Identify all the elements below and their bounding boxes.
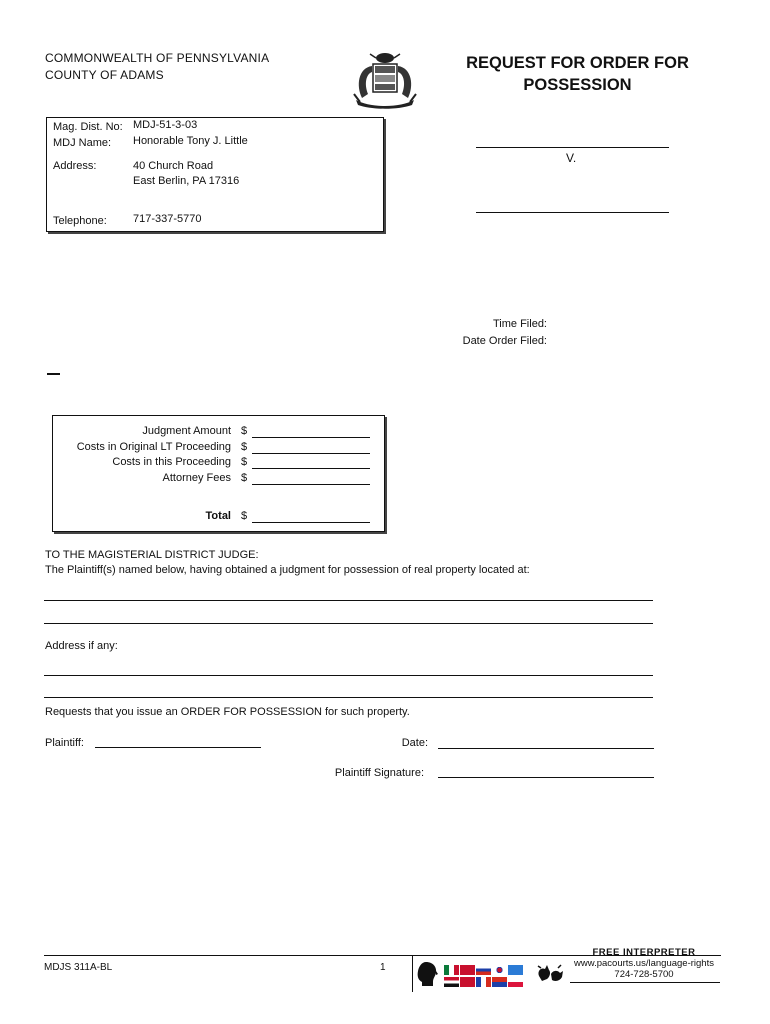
form-id: MDJS 311A-BL	[44, 962, 113, 973]
fee-label: Attorney Fees	[162, 472, 231, 484]
address-line-2: East Berlin, PA 17316	[133, 175, 240, 187]
fee-label: Judgment Amount	[142, 425, 231, 437]
fee-currency: $	[241, 456, 248, 468]
mag-dist-value: MDJ-51-3-03	[133, 119, 198, 131]
defendant-name-line[interactable]	[476, 212, 669, 213]
interpreter-phone: 724-728-5700	[614, 969, 674, 980]
interpreter-head-icon	[416, 961, 438, 987]
fee-amount-field[interactable]	[252, 484, 370, 485]
salutation: TO THE MAGISTERIAL DISTRICT JUDGE:	[45, 549, 259, 561]
total-currency: $	[241, 510, 248, 522]
request-text: Requests that you issue an ORDER FOR POSSESSION for such property.	[45, 706, 410, 718]
footer-divider	[412, 956, 413, 992]
flag-icon	[476, 977, 491, 987]
date-order-filed-label: Date Order Filed:	[462, 335, 547, 347]
flag-icon	[492, 977, 507, 987]
title-line-1: REQUEST FOR ORDER FOR	[466, 54, 689, 72]
property-line-2[interactable]	[44, 623, 653, 624]
fee-amount-field[interactable]	[252, 453, 370, 454]
telephone-value: 717-337-5770	[133, 213, 202, 225]
time-filed-label: Time Filed:	[493, 318, 547, 330]
interpreter-title: FREE INTERPRETER	[592, 947, 696, 958]
court-info-box	[46, 117, 384, 232]
fee-amount-field[interactable]	[252, 468, 370, 469]
flag-icon	[460, 977, 475, 987]
fee-label: Costs in Original LT Proceeding	[76, 441, 231, 453]
address-line-field-2[interactable]	[44, 697, 653, 698]
commonwealth-header	[45, 50, 269, 84]
address-line-field-1[interactable]	[44, 675, 653, 676]
mdj-name-label: MDJ Name:	[53, 137, 112, 149]
title-line-2: POSSESSION	[523, 76, 632, 94]
telephone-label: Telephone:	[53, 215, 107, 227]
signature-field[interactable]	[438, 777, 654, 778]
fee-currency: $	[241, 425, 248, 437]
mag-dist-label: Mag. Dist. No:	[53, 121, 123, 133]
county-line: COUNTY OF ADAMS	[45, 68, 164, 82]
address-label: Address:	[53, 160, 97, 172]
sign-language-icon	[536, 962, 564, 986]
address-if-any-label: Address if any:	[45, 640, 118, 652]
dash-mark	[47, 373, 60, 375]
pennsylvania-seal-icon	[350, 50, 420, 110]
flag-icon	[444, 977, 459, 987]
plaintiff-label: Plaintiff:	[45, 737, 84, 749]
fee-amount-field[interactable]	[252, 437, 370, 438]
total-label: Total	[205, 510, 231, 522]
page-number: 1	[380, 962, 386, 973]
fee-currency: $	[241, 441, 248, 453]
signature-label: Plaintiff Signature:	[334, 767, 424, 779]
address-line-1: 40 Church Road	[133, 160, 214, 172]
form-title	[440, 52, 715, 96]
interpreter-block	[566, 947, 722, 980]
mdj-name-value: Honorable Tony J. Little	[133, 135, 248, 147]
interpreter-url[interactable]: www.pacourts.us/language-rights	[574, 958, 714, 969]
interpreter-rule	[570, 982, 720, 983]
fee-label: Costs in this Proceeding	[112, 456, 231, 468]
commonwealth-line: COMMONWEALTH OF PENNSYLVANIA	[45, 51, 270, 65]
flag-icon	[508, 977, 523, 987]
language-flags	[444, 962, 536, 985]
date-label: Date:	[401, 737, 428, 749]
fee-currency: $	[241, 472, 248, 484]
versus-label: V.	[566, 151, 577, 165]
plaintiff-name-line[interactable]	[476, 147, 669, 148]
plaintiff-name-field[interactable]	[95, 747, 261, 748]
property-line-1[interactable]	[44, 600, 653, 601]
intro-text: The Plaintiff(s) named below, having obtained a judgment for possession of real property located at:	[45, 564, 530, 576]
total-amount-field[interactable]	[252, 522, 370, 523]
fees-box	[52, 415, 385, 532]
date-field[interactable]	[438, 748, 654, 749]
